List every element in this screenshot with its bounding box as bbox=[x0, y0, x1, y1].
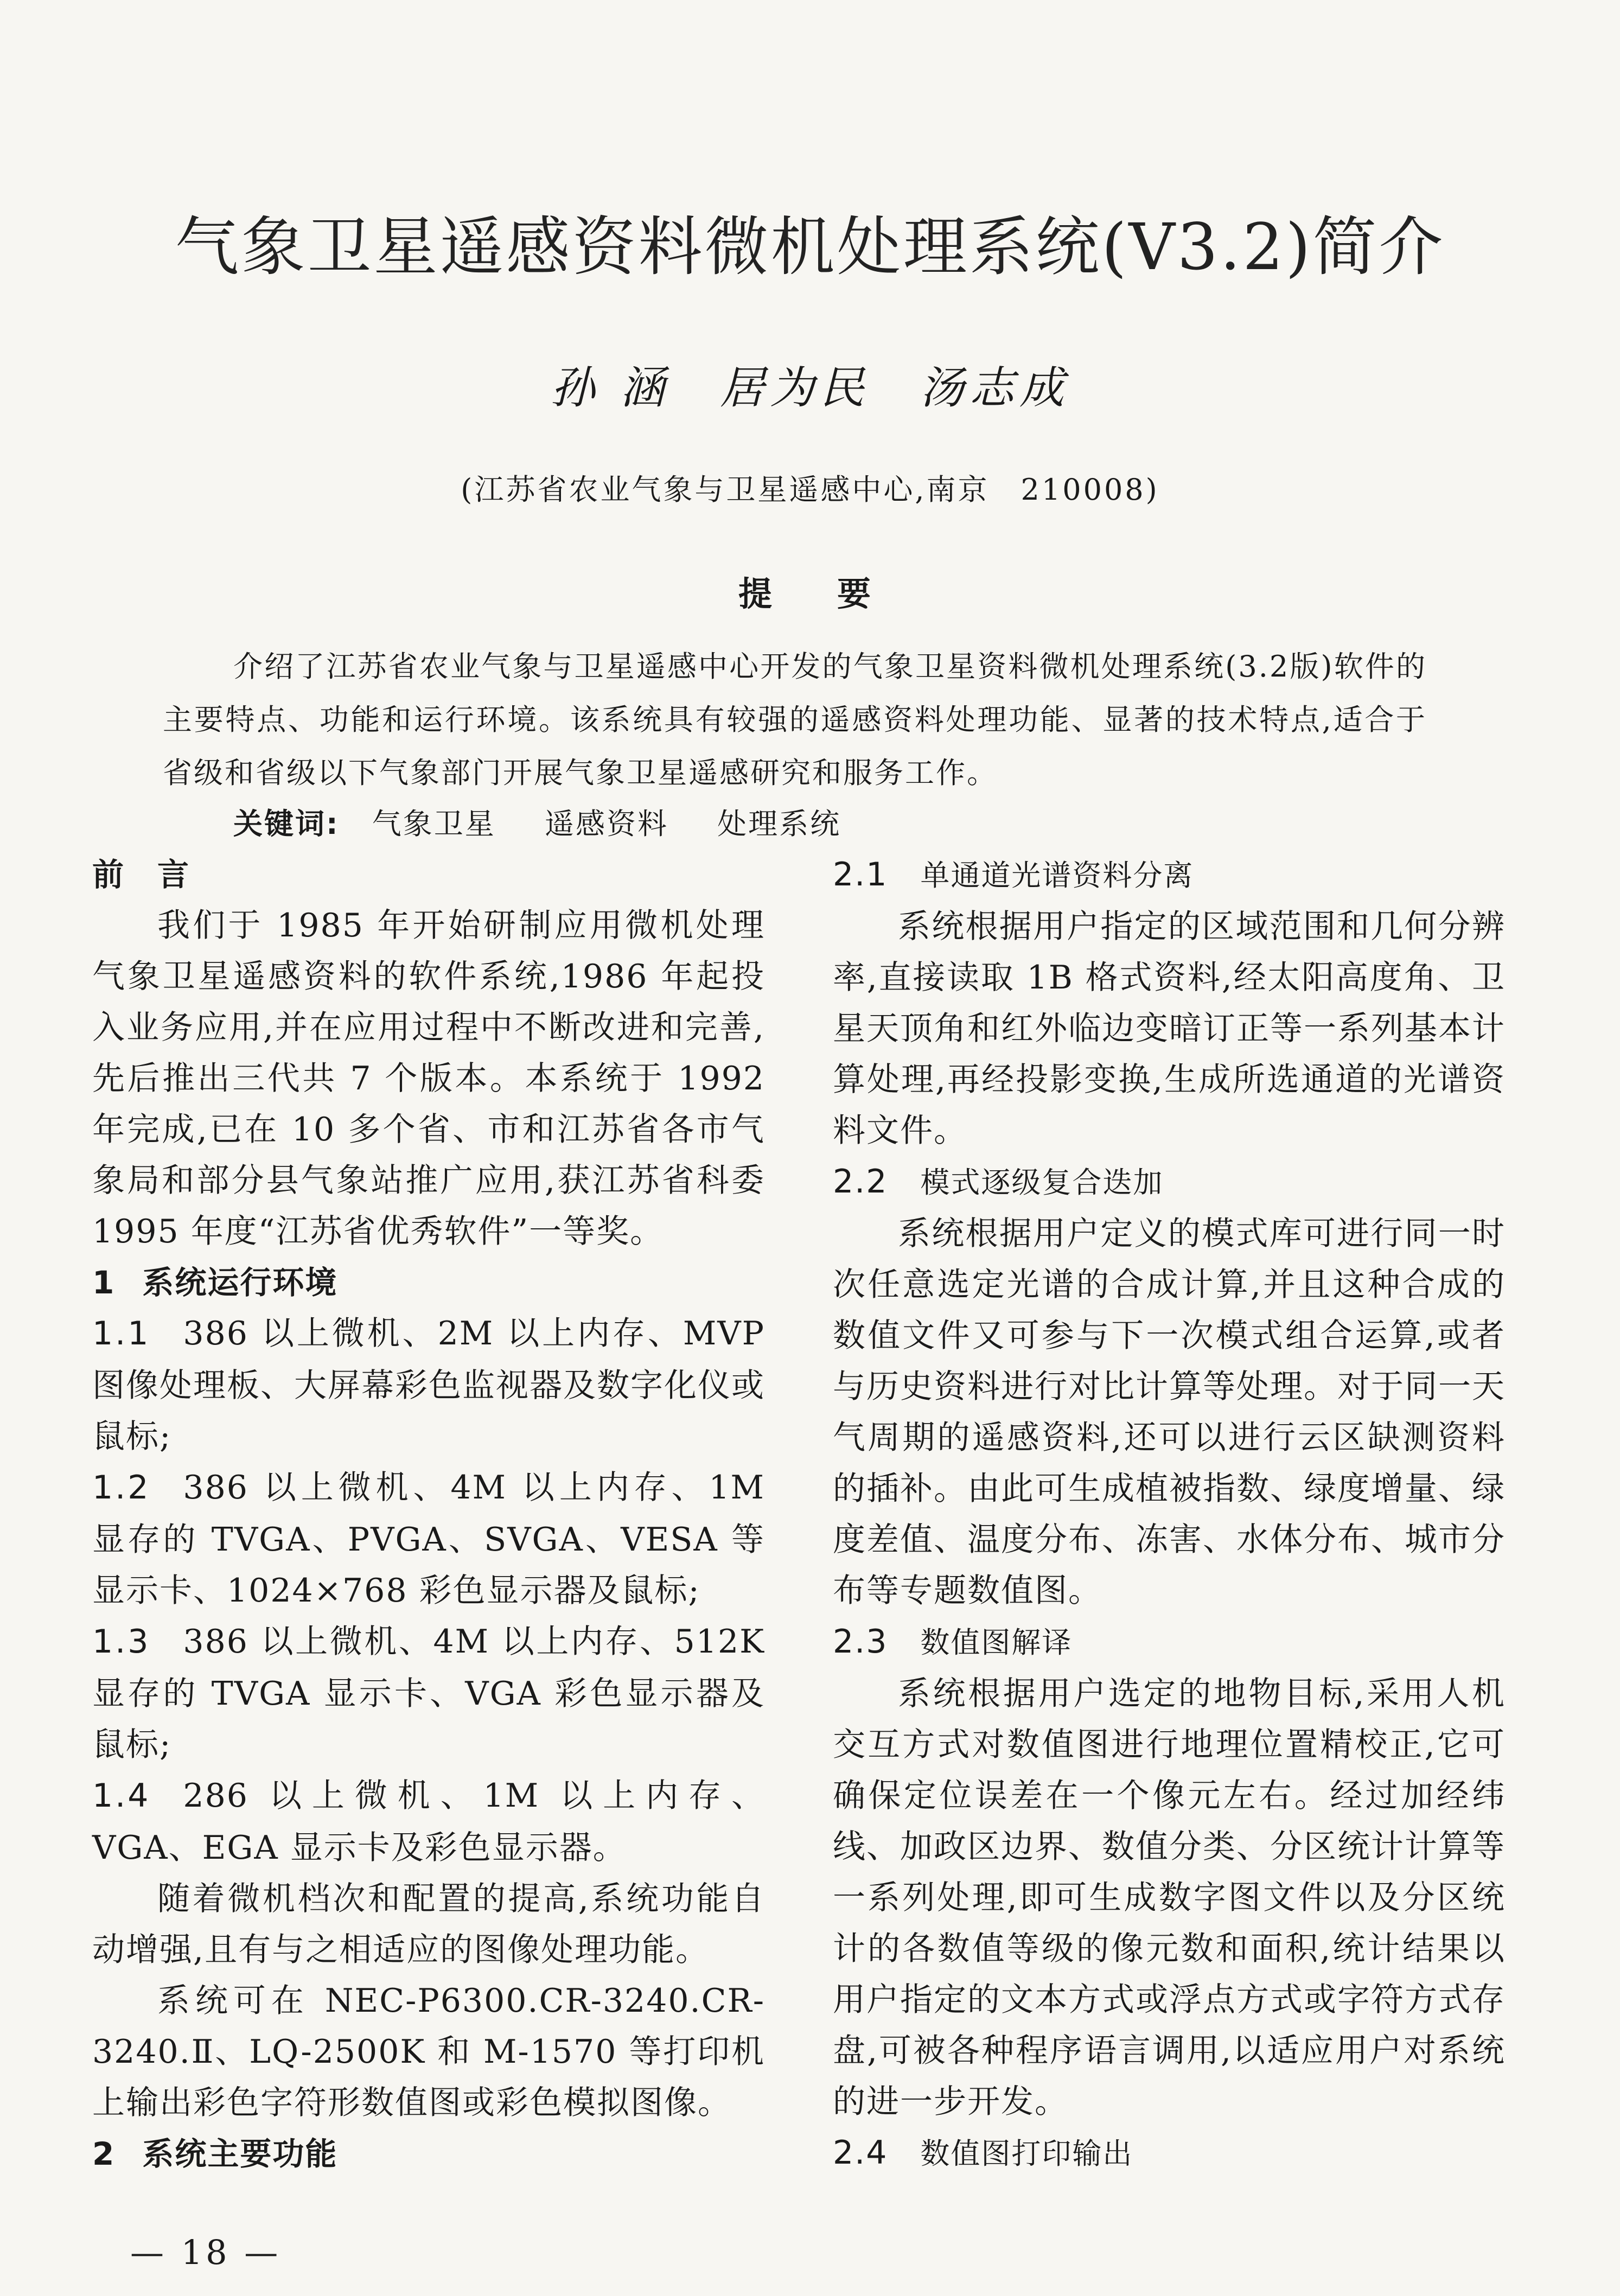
author-list bbox=[0, 353, 1620, 416]
env-item bbox=[92, 1616, 765, 1770]
item-text: 386 以上微机、2M 以上内存、MVP 图像处理板、大屏幕彩色监视器及数字化仪或鼠标; bbox=[92, 1315, 765, 1456]
item-number: 1.1 bbox=[92, 1315, 151, 1353]
subsection-title: 数值图解译 bbox=[920, 1625, 1073, 1660]
page-number: — 18 — bbox=[130, 2233, 282, 2272]
item-number: 1.4 bbox=[92, 1777, 151, 1815]
subsection-number: 2.3 bbox=[833, 1623, 888, 1661]
item-number: 1.3 bbox=[92, 1623, 151, 1661]
abstract-heading: 提要 bbox=[738, 574, 936, 614]
subsection-number: 2.2 bbox=[833, 1163, 888, 1201]
section-title: 系统主要功能 bbox=[142, 2135, 338, 2172]
section-heading bbox=[92, 1257, 765, 1308]
section-heading bbox=[92, 2128, 765, 2179]
item-text: 386 以上微机、4M 以上内存、1M 显存的 TVGA、PVGA、SVGA、VESA 等显示卡、1024×768 彩色显示器及鼠标; bbox=[92, 1469, 765, 1610]
body-paragraph: 系统根据用户定义的模式库可进行同一时次任意选定光谱的合成计算,并且这种合成的数值文件又可参与下一次模式组合运算,或者与历史资料进行对比计算等处理。对于同一天气周期的遥感资料,还可以进行云区缺测资料的插补。由此可生成植被指数、绿度增量、绿度差值、温度分布、冻害、水体分布、城市分布等专题数值图。 bbox=[833, 1215, 1506, 1610]
right-column bbox=[833, 849, 1506, 2179]
section-number: 2 bbox=[92, 2135, 116, 2172]
abstract-text: 介绍了江苏省农业气象与卫星遥感中心开发的气象卫星资料微机处理系统(3.2版)软件的主要特点、功能和运行环境。该系统具有较强的遥感资料处理功能、显著的技术特点,适合于省级和省级以下气象部门开展气象卫星遥感研究和服务工作。 bbox=[163, 649, 1427, 790]
keyword: 气象卫星 bbox=[372, 807, 496, 841]
author-name: 孙 涵 bbox=[550, 362, 670, 414]
item-number: 1.2 bbox=[92, 1469, 151, 1507]
env-item bbox=[92, 1770, 765, 1873]
body-paragraph: 系统根据用户指定的区域范围和几何分辨率,直接读取 1B 格式资料,经太阳高度角、卫星天顶角和红外临边变暗订正等一系列基本计算处理,再经投影变换,生成所选通道的光谱资料文件。 bbox=[833, 908, 1506, 1150]
author-name: 居为民 bbox=[720, 362, 870, 414]
subsection-heading bbox=[833, 2127, 1506, 2179]
section-title: 系统运行环境 bbox=[142, 1264, 338, 1301]
subsection-number: 2.1 bbox=[833, 856, 888, 894]
subsection-title: 单通道光谱资料分离 bbox=[920, 858, 1194, 892]
subsection-heading bbox=[833, 849, 1506, 901]
item-text: 386 以上微机、4M 以上内存、512K 显存的 TVGA 显示卡、VGA 彩色显示器及鼠标; bbox=[92, 1623, 765, 1764]
author-name: 汤志成 bbox=[920, 362, 1070, 414]
subsection-heading bbox=[833, 1156, 1506, 1208]
env-item bbox=[92, 1308, 765, 1462]
body-paragraph: 系统根据用户选定的地物目标,采用人机交互方式对数值图进行地理位置精校正,它可确保定位误差在一个像元左右。经过加经纬线、加政区边界、数值分类、分区统计计算等一系列处理,即可生成数字图文件以及分区统计的各数值等级的像元数和面积,统计结果以用户指定的文本方式或浮点方式或字符方式存盘,可被各种程序语言调用,以适应用户对系统的进一步开发。 bbox=[833, 1675, 1506, 2121]
body-paragraph: 随着微机档次和配置的提高,系统功能自动增强,且有与之相适应的图像处理功能。 bbox=[92, 1880, 765, 1969]
affiliation: (江苏省农业气象与卫星遥感中心,南京 210008) bbox=[461, 473, 1159, 507]
subsection-title: 数值图打印输出 bbox=[920, 2136, 1133, 2171]
subsection-heading bbox=[833, 1616, 1506, 1668]
subsection-title: 模式逐级复合迭加 bbox=[920, 1165, 1164, 1200]
preface-paragraph: 我们于 1985 年开始研制应用微机处理气象卫星遥感资料的软件系统,1986 年起投入业务应用,并在应用过程中不断改进和完善,先后推出三代共 7 个版本。本系统于 1992 年完成,已在 10 多个省、市和江苏省各市气象局和部分县气象站推广应用,获江苏省科委 1995 年度“江苏省优秀软件”一等奖。 bbox=[92, 907, 765, 1251]
keyword: 处理系统 bbox=[717, 807, 841, 841]
item-text: 286 以上微机、1M 以上内存、VGA、EGA 显示卡及彩色显示器。 bbox=[92, 1777, 765, 1867]
body-paragraph: 系统可在 NEC-P6300.CR-3240.CR-3240.Ⅱ、LQ-2500K 和 M-1570 等打印机上输出彩色字符形数值图或彩色模拟图像。 bbox=[92, 1982, 765, 2122]
preface-heading: 前 言 bbox=[92, 856, 190, 893]
paper-title: 气象卫星遥感资料微机处理系统(V3.2)简介 bbox=[175, 209, 1445, 284]
keyword: 遥感资料 bbox=[544, 807, 668, 841]
left-column bbox=[92, 849, 765, 2179]
env-item bbox=[92, 1462, 765, 1616]
subsection-number: 2.4 bbox=[833, 2134, 888, 2172]
keywords-line bbox=[233, 798, 1427, 851]
section-number: 1 bbox=[92, 1264, 116, 1301]
keywords-label: 关键词: bbox=[233, 807, 340, 841]
